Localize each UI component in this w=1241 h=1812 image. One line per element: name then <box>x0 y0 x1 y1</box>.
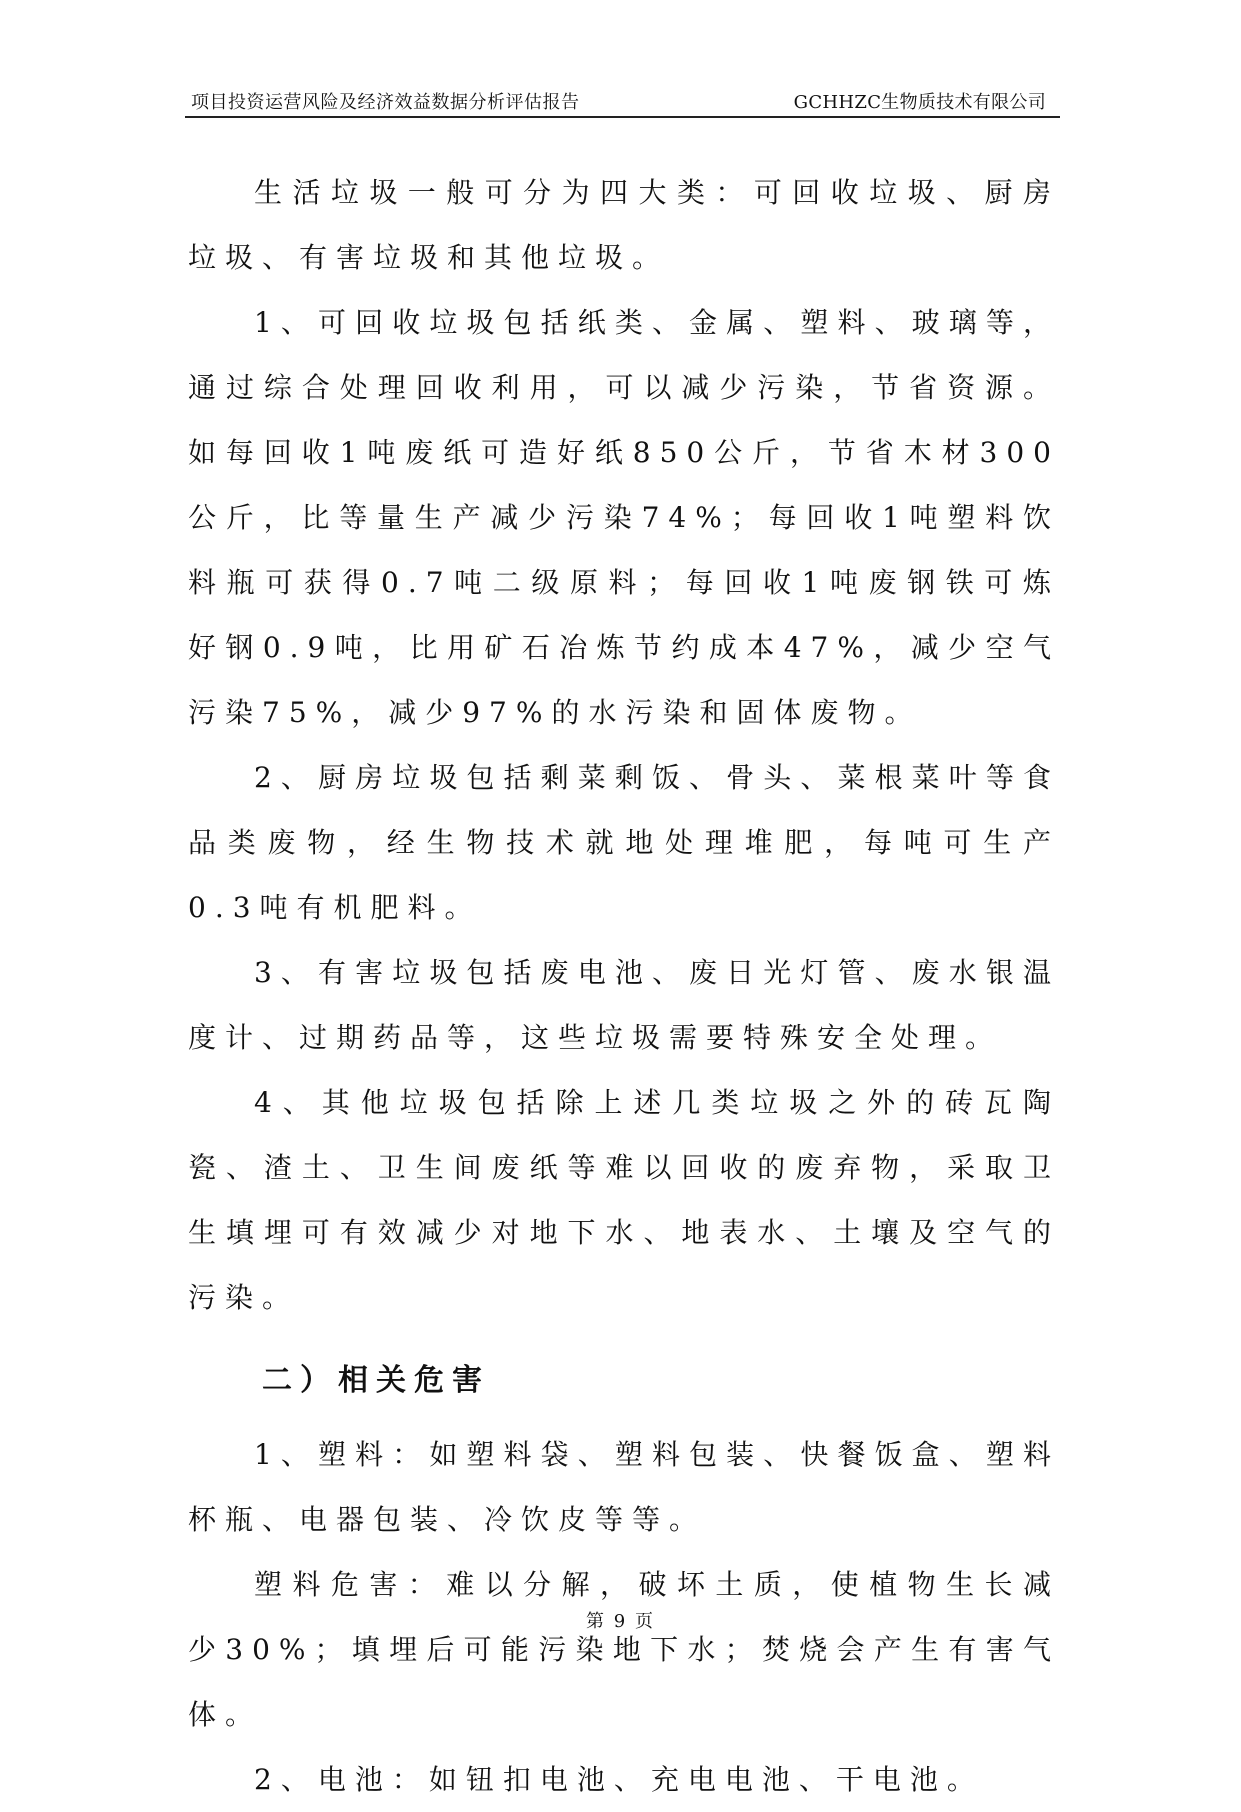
paragraph-hazardous-waste: 3、有害垃圾包括废电池、废日光灯管、废水银温度计、过期药品等，这些垃圾需要特殊安全处理。 <box>188 956 1060 1054</box>
paragraph-plastic-hazards: 塑料危害：难以分解，破坏土质，使植物生长减少30%；填埋后可能污染地下水；焚烧会产生有害气体。 <box>188 1568 1060 1731</box>
page-number: 第 9 页 <box>586 1611 655 1632</box>
paragraph-waste-categories: 生活垃圾一般可分为四大类：可回收垃圾、厨房垃圾、有害垃圾和其他垃圾。 <box>188 176 1060 274</box>
page-header <box>185 86 1060 118</box>
header-company-name: GCHHZC生物质技术有限公司 <box>793 92 1046 113</box>
paragraph-plastics: 1、塑料：如塑料袋、塑料包装、快餐饭盒、塑料杯瓶、电器包装、冷饮皮等等。 <box>188 1438 1060 1536</box>
paragraph-batteries: 2、电池：如钮扣电池、充电电池、干电池。 <box>254 1763 984 1796</box>
section-heading: 二）相关危害 <box>262 1363 490 1398</box>
paragraph-kitchen-waste: 2、厨房垃圾包括剩菜剩饭、骨头、菜根菜叶等食品类废物，经生物技术就地处理堆肥，每吨可生产0.3吨有机肥料。 <box>188 761 1060 924</box>
page-content <box>188 160 1060 1812</box>
paragraph-other-waste: 4、其他垃圾包括除上述几类垃圾之外的砖瓦陶瓷、渣土、卫生间废纸等难以回收的废弃物，采取卫生填埋可有效减少对地下水、地表水、土壤及空气的污染。 <box>188 1086 1060 1314</box>
header-report-title: 项目投资运营风险及经济效益数据分析评估报告 <box>191 92 580 113</box>
paragraph-recyclable-waste: 1、可回收垃圾包括纸类、金属、塑料、玻璃等，通过综合处理回收利用，可以减少污染，节省资源。如每回收1吨废纸可造好纸850公斤，节省木材300公斤，比等量生产减少污染74%；每回收1吨塑料饮料瓶可获得0.7吨二级原料；每回收1吨废钢铁可炼好钢0.9吨，比用矿石冶炼节约成本47%，减少空气污染75%，减少97%的水污染和固体废物。 <box>188 306 1060 729</box>
